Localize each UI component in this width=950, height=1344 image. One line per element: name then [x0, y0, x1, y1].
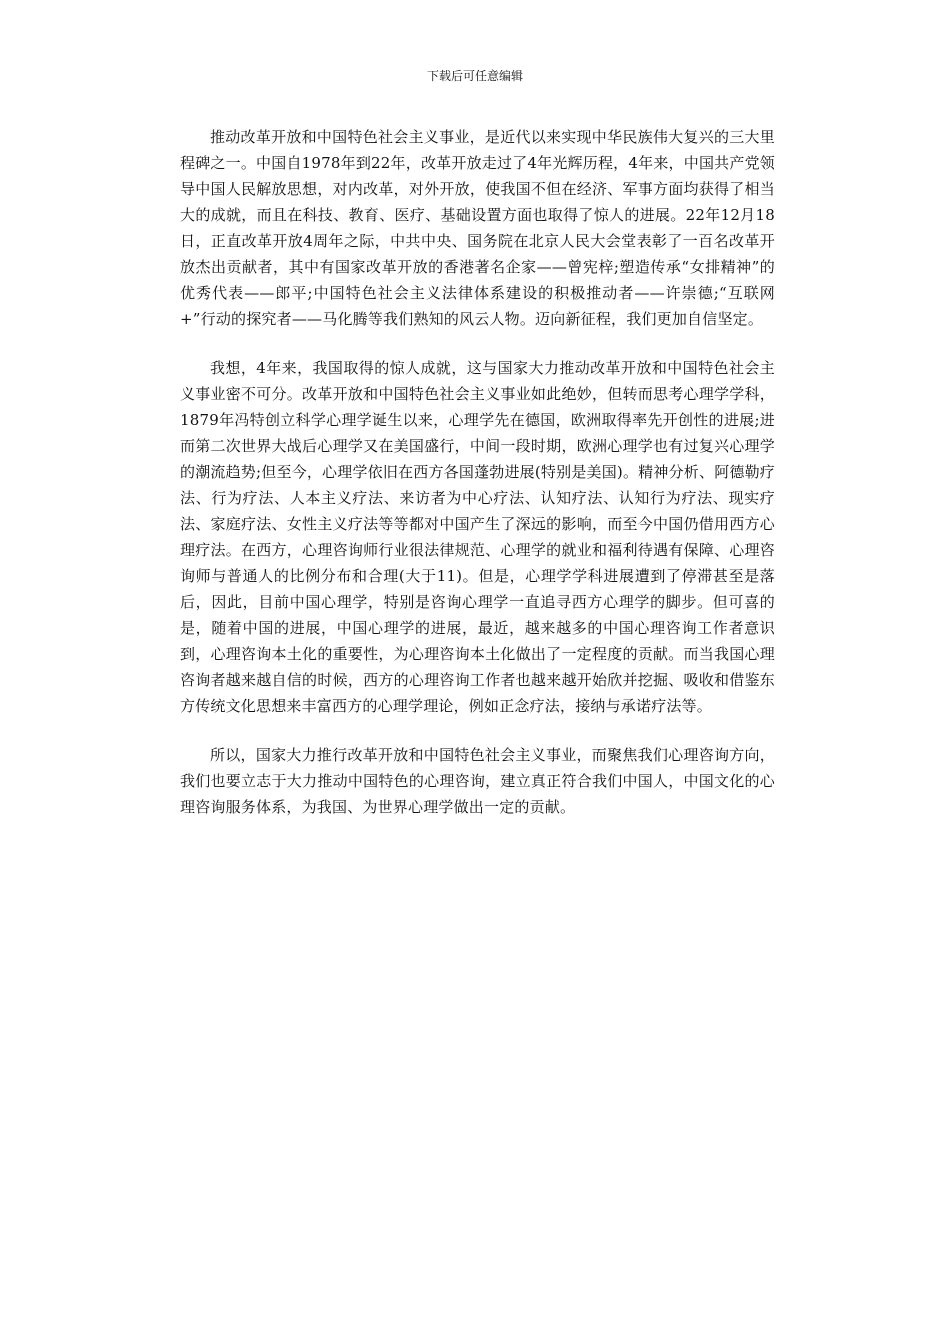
paragraph-2: 我想，4年来，我国取得的惊人成就，这与国家大力推动改革开放和中国特色社会主义事业密不可分。改革开放和中国特色社会主义事业如此绝妙，但转而思考心理学学科，1879年冯特创立科学心理学诞生以来，心理学先在德国，欧洲取得率先开创性的进展;进而第二次世界大战后心理学又在美国盛行，中间一段时期，欧洲心理学也有过复兴心理学的潮流趋势;但至今，心理学依旧在西方各国蓬勃进展(特别是美国)。精神分析、阿德勒疗法、行为疗法、人本主义疗法、来访者为中心疗法、认知疗法、认知行为疗法、现实疗法、家庭疗法、女性主义疗法等等都对中国产生了深远的影响，而至今中国仍借用西方心理疗法。在西方，心理咨询师行业很法律规范、心理学的就业和福利待遇有保障、心理咨询师与普通人的比例分布和合理(大于11)。但是，心理学学科进展遭到了停滞甚至是落后，因此，目前中国心理学，特别是咨询心理学一直追寻西方心理学的脚步。但可喜的是，随着中国的进展，中国心理学的进展，最近，越来越多的中国心理咨询工作者意识到，心理咨询本土化的重要性，为心理咨询本土化做出了一定程度的贡献。而当我国心理咨询者越来越自信的时候，西方的心理咨询工作者也越来越开始欣并挖掘、吸收和借鉴东方传统文化思想来丰富西方的心理学理论，例如正念疗法，接纳与承诺疗法等。: [180, 359, 775, 715]
document-body: [180, 124, 775, 843]
page-header-note: 下载后可任意编辑: [426, 69, 523, 83]
paragraph-1: 推动改革开放和中国特色社会主义事业，是近代以来实现中华民族伟大复兴的三大里程碑之一。中国自1978年到22年，改革开放走过了4年光辉历程，4年来，中国共产党领导中国人民解放思想，对内改革，对外开放，使我国不但在经济、军事方面均获得了相当大的成就，而且在科技、教育、医疗、基础设置方面也取得了惊人的进展。22年12月18日，正直改革开放4周年之际，中共中央、国务院在北京人民大会堂表彰了一百名改革开放杰出贡献者，其中有国家改革开放的香港著名企家——曾宪梓;塑造传承“女排精神”的优秀代表——郎平;中国特色社会主义法律体系建设的积极推动者——许崇德;“互联网+”行动的探究者——马化腾等我们熟知的风云人物。迈向新征程，我们更加自信坚定。: [180, 128, 775, 328]
paragraph-3: 所以，国家大力推行改革开放和中国特色社会主义事业，而聚焦我们心理咨询方向，我们也要立志于大力推动中国特色的心理咨询，建立真正符合我们中国人，中国文化的心理咨询服务体系，为我国、为世界心理学做出一定的贡献。: [180, 746, 775, 816]
